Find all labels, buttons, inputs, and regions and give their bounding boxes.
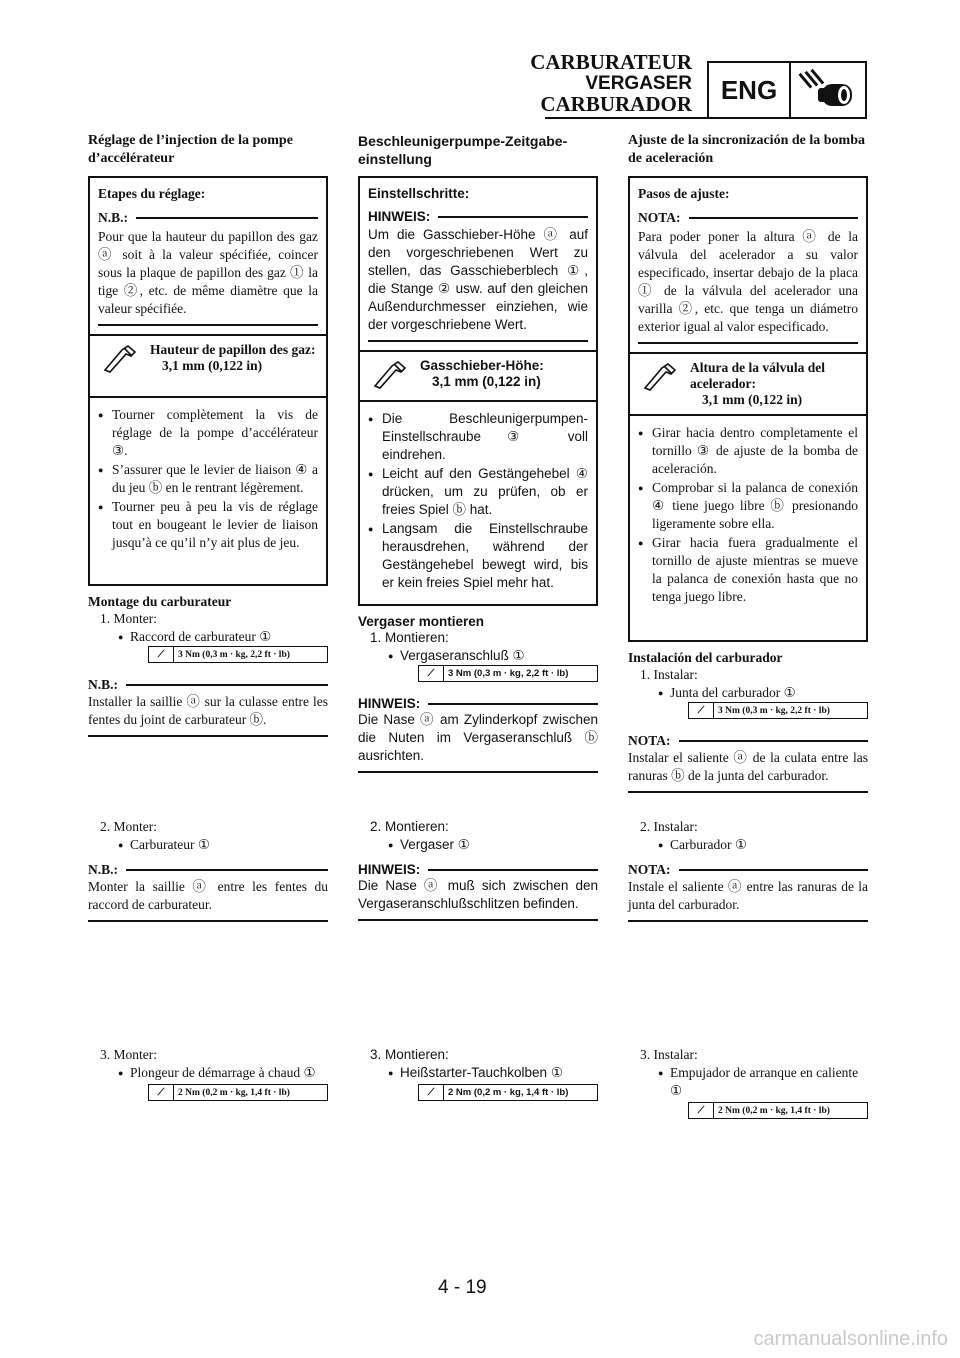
- note1-header-fr: [88, 677, 328, 693]
- list-item: ● Tourner peu à peu la vis de réglage tout en bougeant le levier de liaison jusqu’à ce qu’il n’y ait plus de jeu.: [98, 498, 318, 552]
- note-end-rule-de: [368, 340, 588, 342]
- step1-fr: 1. Monter:: [100, 611, 157, 626]
- note2-header-es: [628, 862, 868, 878]
- steps-heading-fr: Etapes du réglage:: [98, 186, 206, 201]
- note2-label-fr: N.B.:: [88, 862, 118, 877]
- step2-item-es: ● Carburador ①: [628, 836, 868, 854]
- list-item: ● Tourner complètement la vis de réglage de la pompe d’accélérateur ③.: [98, 406, 318, 460]
- section-title-fr: Réglage de l’injection de la pompe d’accélérateur: [88, 133, 293, 166]
- bullet-list-es: [638, 424, 858, 606]
- header-title-de: VERGASER: [585, 73, 692, 94]
- torque1-es: [688, 702, 868, 719]
- page-number: 4 - 19: [438, 1277, 487, 1298]
- list-item: ● Leicht auf den Gestängehebel ④ drücken, um zu prüfen, ob er freies Spiel ⓑ hat.: [368, 465, 588, 519]
- torque3-fr: [148, 1084, 328, 1101]
- torque1-fr: [148, 646, 328, 663]
- step3-item-fr: ● Plongeur de démarrage à chaud ①: [88, 1064, 328, 1082]
- note2-label-de: HINWEIS:: [358, 862, 421, 877]
- wrench-icon: ⟋: [689, 703, 714, 718]
- note1-text-de: Die Nase ⓐ am Zylinderkopf zwischen die Nuten im Vergaseranschluß ⓑ ausrichten.: [358, 712, 598, 763]
- adjust-box-es: [628, 176, 868, 642]
- section-tab: [707, 61, 867, 119]
- note2-header-de: [358, 862, 598, 877]
- note2-text-de: Die Nase ⓐ muß sich zwischen den Vergaseranschlußschlitzen befinden.: [358, 878, 598, 911]
- step2-item-de: ● Vergaser ①: [358, 836, 598, 854]
- caliper-icon: [360, 352, 420, 400]
- step3-es: 3. Instalar:: [640, 1047, 698, 1062]
- column-fr: [88, 132, 328, 1098]
- list-item: ● Girar hacia dentro completamente el tornillo ③ de ajuste de la bomba de aceleración.: [638, 424, 858, 478]
- torque1-value-fr: 3 Nm (0,3 m · kg, 2,2 ft · lb): [178, 649, 290, 660]
- note2-label-es: NOTA:: [628, 862, 671, 877]
- step3-fr: 3. Monter:: [100, 1047, 157, 1062]
- spec-value-fr: 3,1 mm (0,122 in): [162, 358, 263, 373]
- note-header-fr: [98, 210, 318, 226]
- note-end-rule-es: [638, 342, 858, 344]
- column-de: [358, 132, 598, 1098]
- note-header-de: [368, 209, 588, 224]
- note1-label-es: NOTA:: [628, 733, 671, 748]
- note-header-es: [638, 210, 858, 226]
- note2-end-rule-es: [628, 920, 868, 922]
- install-title-de: Vergaser montieren: [358, 614, 485, 629]
- torque1-value-de: 3 Nm (0,3 m · kg, 2,2 ft · lb): [448, 668, 569, 679]
- list-item: ● Comprobar si la palanca de conexión ④ tiene juego libre ⓑ presionando ligeramente sobre ella.: [638, 479, 858, 533]
- note2-header-fr: [88, 862, 328, 878]
- note-end-rule-fr: [98, 324, 318, 326]
- section-title-es: Ajuste de la sincronización de la bomba de aceleración: [628, 133, 865, 166]
- torque3-de: [418, 1084, 598, 1101]
- caliper-icon: [630, 354, 690, 414]
- note1-end-rule-de: [358, 771, 598, 773]
- note1-text-fr: Installer la saillie ⓐ sur la culasse entre les fentes du joint de carburateur ⓑ.: [88, 694, 328, 727]
- step3-de: 3. Montieren:: [370, 1047, 449, 1062]
- spec-label-de: Gasschieber-Höhe:: [420, 358, 544, 373]
- torque3-value-es: 2 Nm (0,2 m · kg, 1,4 ft · lb): [718, 1105, 830, 1116]
- spec-es: [630, 352, 866, 414]
- step2-de: 2. Montieren:: [370, 819, 449, 834]
- wrench-icon: ⟋: [689, 1103, 714, 1118]
- spec-value-de: 3,1 mm (0,122 in): [432, 374, 541, 389]
- caliper-icon: [90, 336, 150, 396]
- note1-end-rule-fr: [88, 735, 328, 737]
- spec-label-fr: Hauteur de papillon des gaz:: [150, 342, 316, 357]
- note1-end-rule-es: [628, 791, 868, 793]
- torque1-value-es: 3 Nm (0,3 m · kg, 2,2 ft · lb): [718, 705, 830, 716]
- header-title-fr: CARBURATEUR: [530, 50, 692, 74]
- step1-es: 1. Instalar:: [640, 667, 698, 682]
- note2-end-rule-de: [358, 919, 598, 921]
- spec-fr: [90, 334, 326, 396]
- step2-item-fr: ● Carburateur ①: [88, 836, 328, 854]
- header-title-es: CARBURADOR: [540, 92, 692, 116]
- step1-item-de: ● Vergaseranschluß ①: [358, 647, 598, 665]
- step1-item-fr: ● Raccord de carburateur ①: [88, 628, 328, 646]
- note2-end-rule-fr: [88, 920, 328, 922]
- note2-text-fr: Monter la saillie ⓐ entre les fentes du raccord de carburateur.: [88, 879, 328, 912]
- step3-item-de: ● Heißstarter-Tauchkolben ①: [358, 1064, 598, 1082]
- note1-label-de: HINWEIS:: [358, 696, 421, 711]
- note1-label-fr: N.B.:: [88, 677, 118, 692]
- steps-heading-de: Einstellschritte:: [368, 186, 470, 201]
- note-text-es: Para poder poner la altura ⓐ de la válvula del acelerador a su valor especificado, insertar debajo de la placa ① de la válvula del acelerador una varilla ②, etc. que tenga un diámetro exterior igual al valor especificado.: [638, 229, 858, 334]
- adjust-box-de: [358, 176, 598, 606]
- note-label-fr: N.B.:: [98, 210, 128, 225]
- header-rule: [545, 117, 707, 119]
- note1-header-de: [358, 696, 598, 711]
- wrench-icon: ⟋: [419, 666, 444, 681]
- note-label-de: HINWEIS:: [368, 209, 431, 224]
- spec-de: [360, 350, 596, 400]
- note1-header-es: [628, 733, 868, 749]
- bullet-list-fr: [98, 406, 318, 552]
- list-item: ● Girar hacia fuera gradualmente el tornillo de ajuste mientras se mueve la palanca de conexión hasta que no tenga juego libre.: [638, 534, 858, 606]
- section-title-de: Beschleunigerpumpe-Zeitgabe-einstellung: [358, 133, 568, 167]
- bullet-list-de: [368, 410, 588, 592]
- wrench-icon: ⟋: [149, 1085, 174, 1100]
- note2-text-es: Instale el saliente ⓐ entre las ranuras de la junta del carburador.: [628, 879, 868, 912]
- torque3-value-de: 2 Nm (0,2 m · kg, 1,4 ft · lb): [448, 1087, 569, 1098]
- install-title-fr: Montage du carburateur: [88, 594, 232, 609]
- spec-label-es: Altura de la válvula del acelerador:: [690, 360, 826, 391]
- torque3-es: [688, 1102, 868, 1119]
- step2-fr: 2. Monter:: [100, 819, 157, 834]
- step3-item-es: ● Empujador de arranque en caliente ①: [628, 1064, 868, 1100]
- torque1-de: [418, 665, 598, 682]
- list-item: ● Langsam die Einstellschraube herausdrehen, während der Gestängehebel bewegt wird, bis er kein freies Spiel mehr hat.: [368, 520, 588, 592]
- install-title-es: Instalación del carburador: [628, 650, 783, 665]
- steps-heading-es: Pasos de ajuste:: [638, 186, 730, 201]
- adjust-box-fr: [88, 176, 328, 586]
- wrench-icon: ⟋: [419, 1085, 444, 1100]
- wrench-icon: ⟋: [149, 647, 174, 662]
- step2-es: 2. Instalar:: [640, 819, 698, 834]
- note1-text-es: Instalar el saliente ⓐ de la culata entre las ranuras ⓑ de la junta del carburador.: [628, 750, 868, 783]
- torque3-value-fr: 2 Nm (0,2 m · kg, 1,4 ft · lb): [178, 1087, 290, 1098]
- list-item: ● Die Beschleunigerpumpen-Einstellschraube ③ voll eindrehen.: [368, 410, 588, 464]
- note-label-es: NOTA:: [638, 210, 681, 225]
- spec-value-es: 3,1 mm (0,122 in): [702, 392, 803, 407]
- column-es: [628, 132, 868, 1116]
- note-text-fr: Pour que la hauteur du papillon des gaz ⓐ soit à la valeur spécifiée, coincer sous la plaque de papillon des gaz ① la tige ②, etc. de même diamètre que la valeur spécifiée.: [98, 229, 318, 316]
- step1-item-es: ● Junta del carburador ①: [628, 684, 868, 702]
- list-item: ● S’assurer que le levier de liaison ④ a du jeu ⓑ en le rentrant légèrement.: [98, 461, 318, 497]
- engine-piston-icon: [791, 63, 865, 117]
- watermark: carmanualsonline.info: [753, 1328, 948, 1350]
- note-text-de: Um die Gasschieber-Höhe ⓐ auf den vorgeschriebenen Wert zu stellen, das Gasschieberblech ①, die Stange ② usw. auf den gleichen Außendurchmesser einziehen, wie der vorgeschriebene Wert.: [368, 227, 588, 332]
- section-tab-label: ENG: [709, 63, 791, 117]
- step1-de: 1. Montieren:: [370, 630, 449, 645]
